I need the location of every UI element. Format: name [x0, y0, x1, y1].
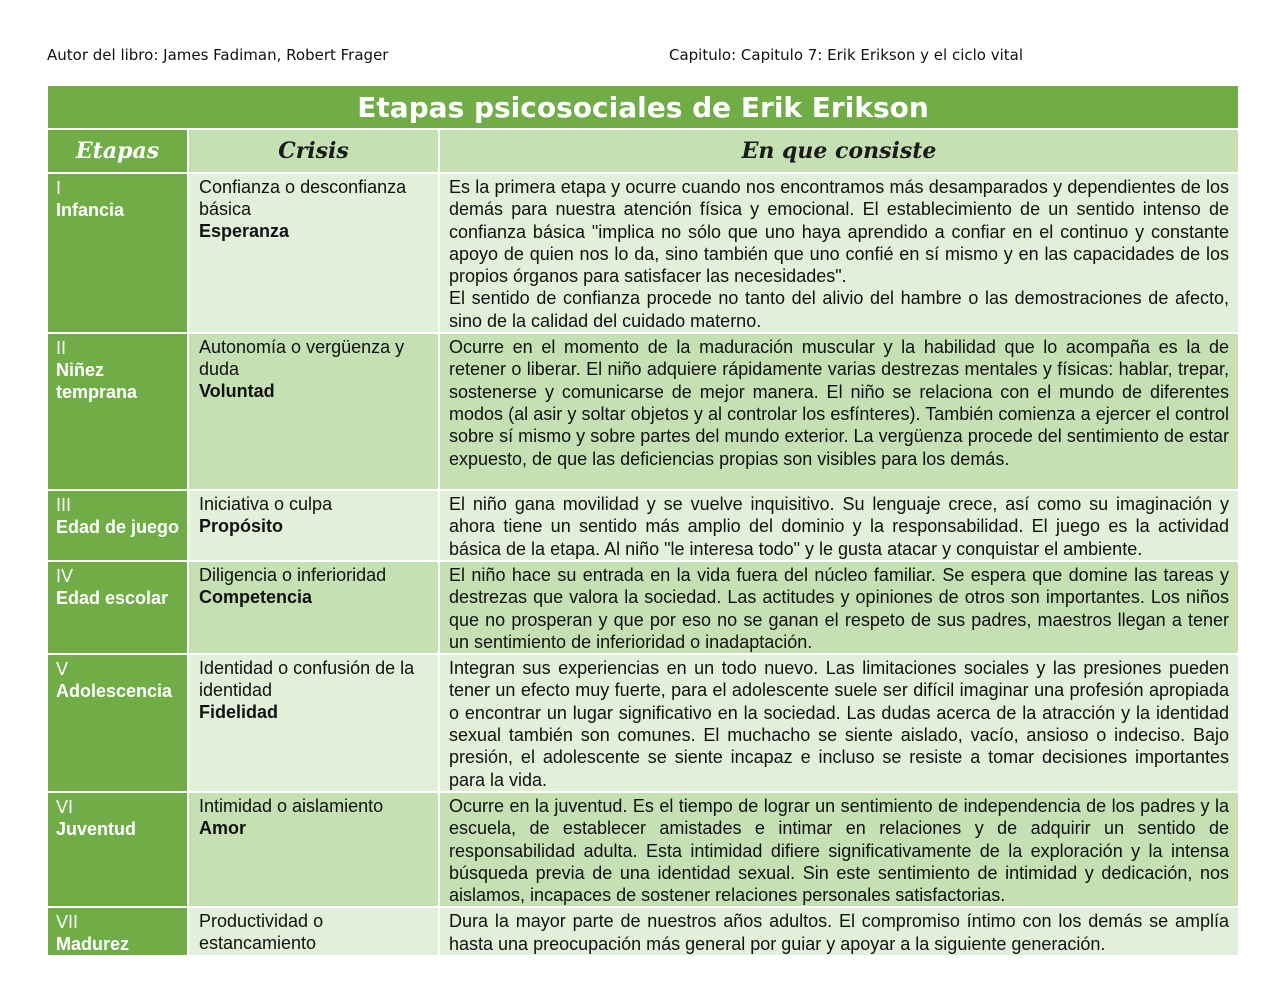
description-cell [439, 792, 1239, 907]
virtue-text: Competencia [199, 586, 313, 607]
crisis-text: Intimidad o aislamiento [199, 795, 384, 816]
stage-number: II [56, 338, 67, 359]
description-text: El niño gana movilidad y se vuelve inquisitivo. Su lenguaje crece, así como su imaginación y ahora tiene un sentido más amplio del dominio y la responsabilidad. El juego es la actividad básica de la etapa. Al niño "le interesa todo" y le gusta atacar y conquistar el ambiente. [449, 494, 1230, 559]
description-cell [439, 907, 1239, 956]
virtue-text: Esperanza [199, 221, 290, 241]
table-row [47, 561, 1239, 654]
stage-cell [47, 907, 188, 956]
crisis-text: Confianza o desconfianza básica [199, 177, 407, 219]
stage-number: I [56, 178, 62, 198]
stage-number: III [56, 495, 72, 516]
crisis-cell [188, 173, 439, 333]
crisis-text: Autonomía o vergüenza y duda [199, 337, 405, 380]
description-text: Integran sus experiencias en un todo nuevo. Las limitaciones sociales y las presiones pueden tener un efecto muy fuerte, para el adolescente suele ser difícil imaginar una profesión apropiada o encontrar un lugar significativo en la sociedad. Las dudas acerca de la atracción y la identidad sexual también son comunes. El muchacho se siente aislado, vacío, ansioso o indeciso. Bajo presión, el adolescente se siente incapaz e incluso se resiste a tomar decisiones importantes para la vida. [449, 658, 1230, 790]
stage-cell [47, 654, 188, 792]
stage-number: IV [56, 565, 74, 586]
stage-name: Adolescencia [56, 681, 173, 702]
stage-name: Niñez temprana [56, 360, 138, 403]
stage-number: VII [56, 912, 79, 933]
stage-number: V [56, 659, 69, 680]
description-cell [439, 654, 1239, 792]
stage-number: VI [56, 796, 74, 817]
table-row [47, 333, 1239, 490]
table-row [47, 173, 1239, 333]
virtue-text: Amor [199, 817, 247, 838]
stage-name: Infancia [56, 200, 125, 220]
stage-cell [47, 490, 188, 561]
column-header-etapas: Etapas [47, 129, 188, 173]
stage-cell [47, 333, 188, 490]
crisis-cell [188, 333, 439, 490]
crisis-text: Identidad o confusión de la identidad [199, 658, 415, 701]
crisis-cell [188, 654, 439, 792]
column-header-crisis: Crisis [188, 129, 439, 173]
table-row [47, 490, 1239, 561]
crisis-cell [188, 792, 439, 907]
crisis-text: Productividad o estancamiento [199, 911, 324, 954]
stage-name: Edad escolar [56, 587, 169, 608]
crisis-text: Diligencia o inferioridad [199, 564, 387, 585]
stage-cell [47, 792, 188, 907]
crisis-text: Iniciativa o culpa [199, 494, 333, 515]
description-text-2: El sentido de confianza procede no tanto del alivio del hambre o las demostraciones de afecto, sino de la calidad del cuidado materno. [449, 288, 1230, 331]
header-author: Autor del libro: James Fadiman, Robert Frager [47, 46, 389, 64]
description-text: Es la primera etapa y ocurre cuando nos encontramos más desamparados y dependientes de los demás para nuestra atención física y emocional. El establecimiento de un sentido intenso de confianza básica "implica no sólo que uno haya aprendido a confiar en el continuo y constante apoyo de quien nos lo da, sino también que uno confié en sí mismo y en las capacidades de los propios órganos para satisfacer las necesidades". [449, 177, 1230, 287]
erikson-stages-table [46, 84, 1240, 957]
virtue-text: Propósito [199, 516, 283, 537]
description-cell [439, 333, 1239, 490]
table-title: Etapas psicosociales de Erik Erikson [47, 85, 1239, 129]
crisis-cell [188, 561, 439, 654]
crisis-cell [188, 907, 439, 956]
virtue-text: Fidelidad [199, 702, 279, 723]
stage-name: Edad de juego [56, 517, 180, 538]
crisis-cell [188, 490, 439, 561]
stage-name: Madurez [56, 934, 130, 955]
stage-cell [47, 561, 188, 654]
table-row [47, 792, 1239, 907]
virtue-text: Voluntad [199, 381, 275, 402]
description-text: Dura la mayor parte de nuestros años adultos. El compromiso íntimo con los demás se amplía hasta una preocupación más general por guiar y apoyar a la siguiente generación. [449, 911, 1230, 954]
description-text: El niño hace su entrada en la vida fuera del núcleo familiar. Se espera que domine las tareas y destrezas que valora la sociedad. Las actitudes y opiniones de otros son importantes. Los niños que no prosperan y que por eso no se ganan el respeto de sus padres, maestros llegan a tener un sentimiento de inferioridad o inadaptación. [449, 564, 1230, 652]
column-header-description: En que consiste [439, 129, 1239, 173]
header-chapter: Capitulo: Capitulo 7: Erik Erikson y el ciclo vital [669, 46, 1024, 64]
description-cell [439, 490, 1239, 561]
description-cell [439, 561, 1239, 654]
description-text: Ocurre en el momento de la maduración muscular y la habilidad que lo acompaña es la de retener o liberar. El niño adquiere rápidamente varias destrezas mentales y físicas: hablar, trepar, sostenerse y comunicarse de mejor manera. El niño se relaciona con el mundo de diferentes modos (al asir y soltar objetos y al controlar los esfínteres). También comienza a ejercer el control sobre sí mismo y sobre partes del mundo exterior. La vergüenza procede del sentimiento de estar expuesto, de que las deficiencias propias son visibles para los demás. [449, 337, 1230, 469]
stage-cell [47, 173, 188, 333]
description-text: Ocurre en la juventud. Es el tiempo de lograr un sentimiento de independencia de los padres y la escuela, de establecer amistades e intimar en relaciones y de adquirir un sentido de responsabilidad adulta. Esta intimidad difiere significativamente de la exploración y la intensa búsqueda previa de una identidad sexual. Sin este sentimiento de intimidad y dedicación, nos aislamos, incapaces de sostener relaciones personales satisfactorias. [449, 795, 1230, 906]
table-row [47, 907, 1239, 956]
table-row [47, 654, 1239, 792]
description-cell [439, 173, 1239, 333]
stage-name: Juventud [56, 818, 137, 839]
